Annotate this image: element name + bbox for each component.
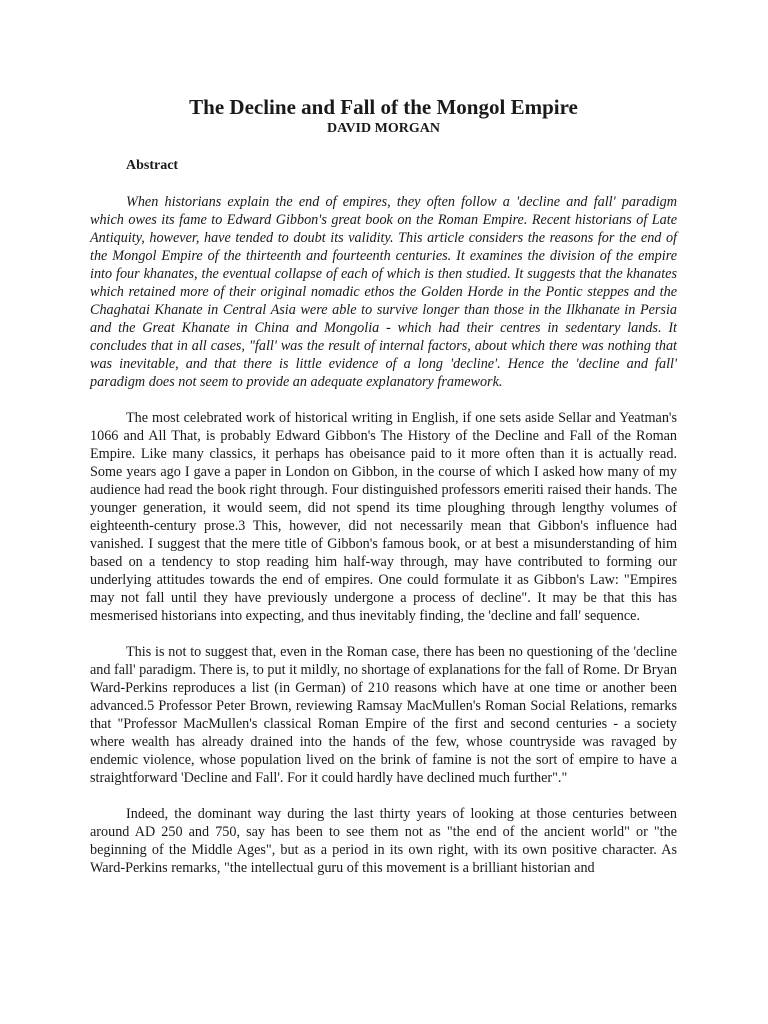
abstract-heading: Abstract [126, 158, 179, 173]
author-name: DAVID MORGAN [327, 121, 440, 136]
document-page [90, 94, 677, 877]
body-paragraph-1: The most celebrated work of historical writing in English, if one sets aside Sellar and Yeatman's 1066 and All That, is probably Edward Gibbon's The History of the Decline and Fall of the Roman Empire. Like many classics, it perhaps has obeisance paid to it more often than it is actually read. Some years ago I gave a paper in London on Gibbon, in the course of which I asked how many of my audience had read the book right through. Four distinguished professors emeriti raised their hands. The younger generation, it would seem, did not spend its time ploughing through lengthy volumes of eighteenth-century prose.3 This, however, did not necessarily mean that Gibbon's influence had vanished. I suggest that the mere title of Gibbon's famous book, or at best a misunderstanding of him based on a tendency to stop reading him half-way through, may have contributed to forming our underlying attitudes towards the end of empires. One could formulate it as Gibbon's Law: "Empires may not fall until they have previously undergone a process of decline". It may be that this has mesmerised historians into expecting, and thus inevitably finding, the 'decline and fall' sequence. [90, 410, 677, 624]
abstract-text: When historians explain the end of empires, they often follow a 'decline and fall' paradigm which owes its fame to Edward Gibbon's great book on the Roman Empire. Recent historians of Late Antiquity, however, have tended to doubt its validity. This article considers the reasons for the end of the Mongol Empire of the thirteenth and fourteenth centuries. It examines the division of the empire into four khanates, the eventual collapse of each of which is then studied. It suggests that the khanates which retained more of their original nomadic ethos the Golden Horde in the Pontic steppes and the Chaghatai Khanate in Central Asia were able to survive longer than those in the Ilkhanate in Persia and the Great Khanate in China and Mongolia - which had their centres in sedentary lands. It concludes that in all cases, "fall' was the result of internal factors, about which there was nothing that was inevitable, and that there is little evidence of a long 'decline'. Hence the 'decline and fall' paradigm does not seem to provide an adequate explanatory framework. [90, 194, 677, 390]
body-paragraph-2: This is not to suggest that, even in the Roman case, there has been no questioning of the 'decline and fall' paradigm. There is, to put it mildly, no shortage of explanations for the fall of Rome. Dr Bryan Ward-Perkins reproduces a list (in German) of 210 reasons which have at one time or another been advanced.5 Professor Peter Brown, reviewing Ramsay MacMullen's Roman Social Relations, remarks that "Professor MacMullen's classical Roman Empire of the first and second centuries - a society where wealth has already drained into the hands of the few, whose countryside was ravaged by endemic violence, whose population lived on the brink of famine is not the sort of empire to have a straightforward 'Decline and Fall'. For it could hardly have declined much further"." [90, 644, 677, 786]
document-title: The Decline and Fall of the Mongol Empire [189, 95, 578, 119]
body-paragraph-3: Indeed, the dominant way during the last thirty years of looking at those centuries between around AD 250 and 750, say has been to see them not as "the end of the ancient world" or "the beginning of the Middle Ages", but as a period in its own right, with its own positive character. As Ward-Perkins remarks, "the intellectual guru of this movement is a brilliant historian and [90, 806, 677, 876]
